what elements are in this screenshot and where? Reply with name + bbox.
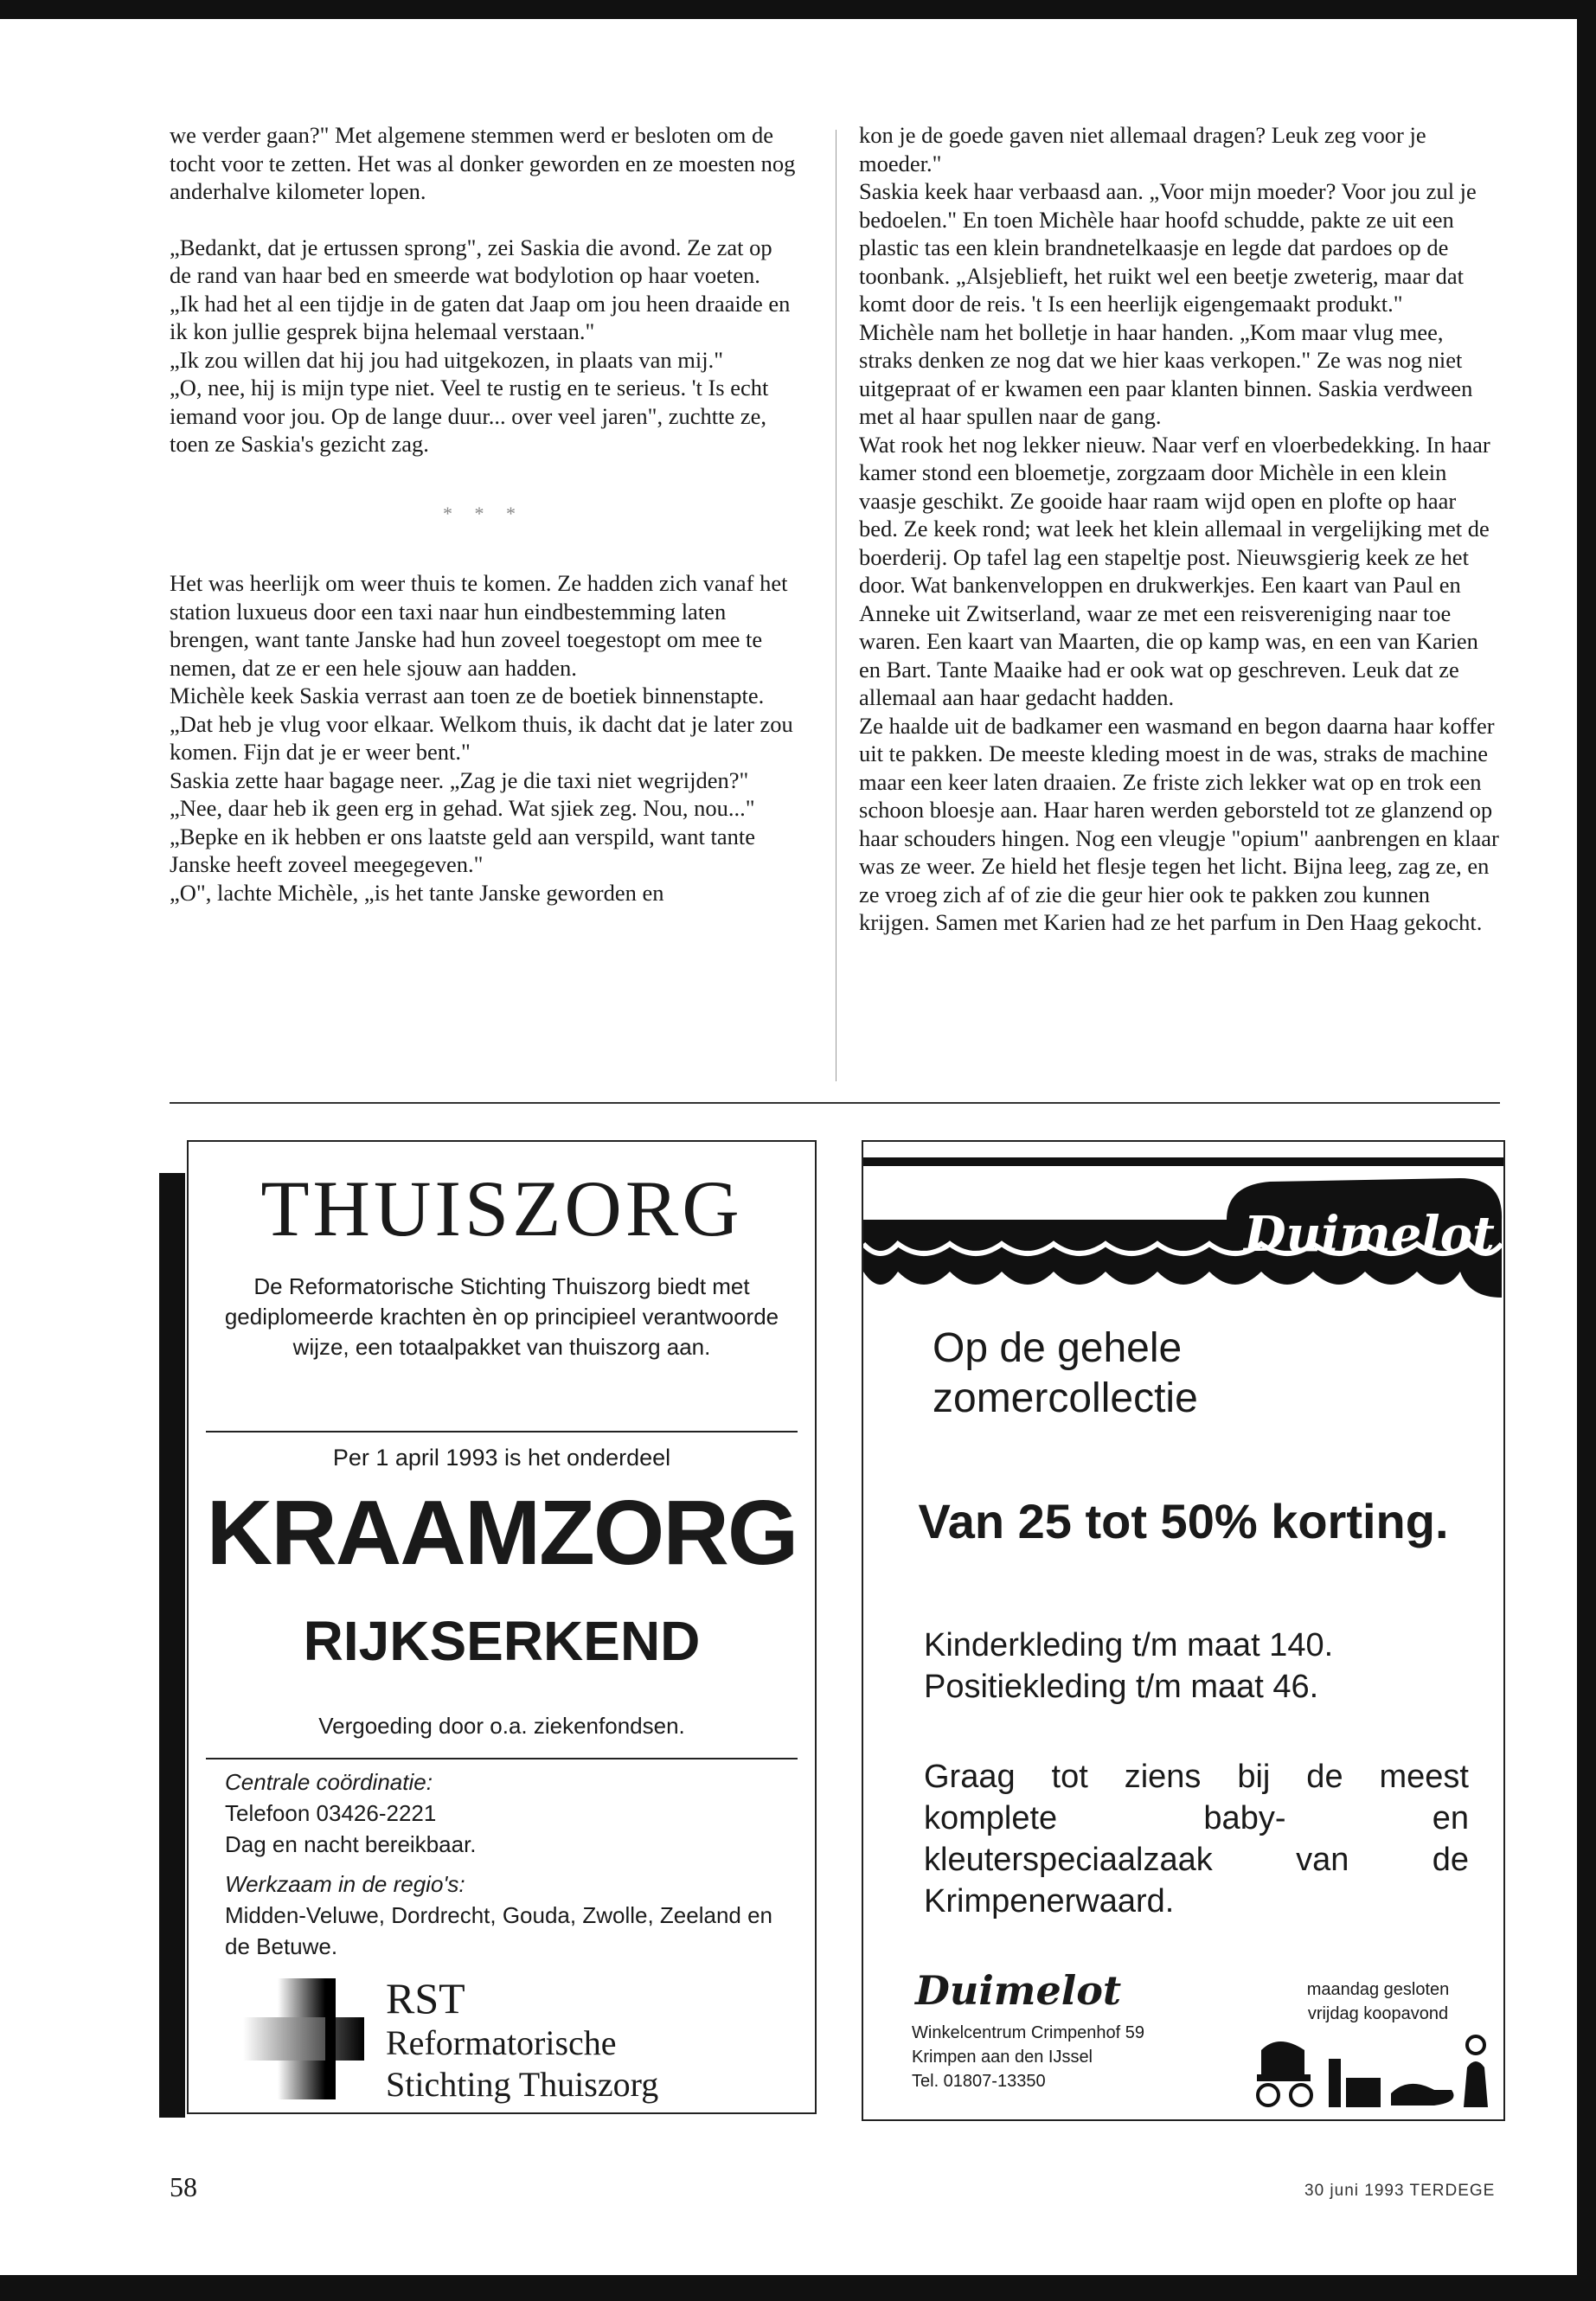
story-paragraph: Wat rook het nog lekker nieuw. Naar verf en vloerbedekking. In haar kamer stond een bloemetje, zorgzaam door Michèle in een klein vaasje geschikt. Ze gooide haar raam wijd open en plofte op haar bed. Ze keek rond; wat leek het klein allemaal in vergelijking met de boerderij. Op tafel lag een stapeltje post. Nieuwsgierig keek ze het door. Wat bankenveloppen en drukwerkjes. Een kaart van Paul en Anneke uit Zwitserland, waar ze met een reisvereniging naar toe waren. Een kaart van Maarten, die op kamp was, en een van Karien en Bart. Tante Maaike had er ook wat op geschreven. Leuk dat ze allemaal aan haar gedacht hadden. — [859, 431, 1490, 710]
offer-line-2: zomercollectie — [933, 1375, 1198, 1421]
duimelot-logo-banner — [863, 1168, 1503, 1298]
story-paragraph: „Bepke en ik hebben er ons laatste geld aan verspild, want tante Janske heeft zoveel meegegeven." — [170, 823, 755, 877]
story-paragraph: Saskia zette haar bagage neer. „Zag je die taxi niet wegrijden?" — [170, 766, 749, 793]
ad-top-band — [863, 1157, 1503, 1166]
story-paragraph: „Ik zou willen dat hij jou had uitgekozen, in plaats van mij." — [170, 346, 724, 373]
story-paragraph: „Nee, daar heb ik geen erg in gehad. Wat sjiek zeg. Nou, nou..." — [170, 795, 755, 821]
ad-title: THUISZORG — [260, 1164, 743, 1253]
story-paragraph: we verder gaan?" Met algemene stemmen werd er besloten om de tocht voor te zetten. Het was al donker geworden en ze moesten nog anderhalve kilometer lopen. — [170, 122, 796, 204]
size-info — [924, 1625, 1460, 1708]
story-paragraph: Ze haalde uit de badkamer een wasmand en begon daarna haar koffer uit te pakken. De meeste kleding moest in de was, straks de machine maar een keer laten draaien. Ze friste zich lekker wat op en trok een schoon bloesje aan. Haar haren werden geborsteld tot ze glanzend op haar schouders hingen. Nog een vleugje "opium" aanbrengen en klaar was ze weer. Ze hield het flesje tegen het licht. Bijna leeg, zag ze, en ze vroeg zich af of zie die geur hier ook te pakken zou kunnen krijgen. Samen met Karien had ze het parfum in Den Haag gekocht. — [859, 712, 1499, 935]
ad-frame — [187, 1140, 817, 2114]
story-paragraph: Saskia keek haar verbaasd aan. „Voor mijn moeder? Voor jou zul je bedoelen." En toen Michèle haar hoofd schudde, pakte ze uit een plastic tas een klein brandnetelkaasje en legde dat pardoes op de toonbank. „Alsjeblieft, het ruikt wel een beetje zweterig, maar dat komt door de reis. 't Is een heerlijk eigengemaakt produkt." — [859, 178, 1477, 317]
story-paragraph: Het was heerlijk om weer thuis te komen. Ze hadden zich vanaf het station luxueus door een taxi naar hun eindbestemming laten brengen, want tante Janske had hun zoveel toegestopt om mee te nemen, dat ze er een hele sjouw aan hadden. — [170, 570, 788, 681]
kids-sizes: Kinderkleding t/m maat 140. — [924, 1627, 1334, 1663]
scan-edge-top — [0, 0, 1596, 19]
story-column-left — [170, 121, 798, 907]
rst-wordmark — [386, 1974, 658, 2106]
thuiszorg-advertisement — [159, 1140, 819, 2118]
story-paragraph: „Bedankt, dat je ertussen sprong", zei Saskia die avond. Ze zat op de rand van haar bed en smeerde wat bodylotion op haar voeten. — [170, 234, 772, 288]
phone-number: Telefoon 03426-2221 — [225, 1800, 437, 1826]
ad-headline: KRAAMZORG — [206, 1482, 798, 1584]
duimelot-advertisement — [862, 1140, 1505, 2121]
scan-edge-bottom — [0, 2275, 1596, 2301]
story-paragraph: „Ik had het al een tijdje in de gaten dat Jaap om jou heen draaide en ik kon jullie gesprek bijna helemaal verstaan." — [170, 290, 791, 344]
horizontal-rule — [170, 1102, 1500, 1104]
ad-drop-shadow — [159, 1173, 185, 2118]
story-paragraph: „O", lachte Michèle, „is het tante Janske geworden en — [170, 879, 664, 906]
page-number: 58 — [170, 2171, 197, 2202]
rst-name-line-1: Reformatorische — [386, 2023, 617, 2062]
opening-hours — [1279, 1977, 1477, 2026]
store-address — [912, 2021, 1240, 2093]
pram-and-toys-icon — [1244, 2033, 1495, 2111]
story-paragraph: Michèle nam het bolletje in haar handen. „Kom maar vlug mee, straks denken ze nog dat we hier kaas verkopen." Ze was nog niet uitgepraat of er kwamen een paar klanten binnen. Saskia verdween met al haar spullen naar de gang. — [859, 318, 1473, 429]
rst-name-line-2: Stichting Thuiszorg — [386, 2065, 659, 2104]
story-paragraph: Michèle keek Saskia verrast aan toen ze de boetiek binnenstapte. „Dat heb je vlug voor elkaar. Welkom thuis, ik dacht dat je later zou komen. Fijn dat je er weer bent." — [170, 683, 793, 765]
scan-edge-right — [1577, 0, 1596, 2301]
hours-line-1: maandag gesloten — [1306, 1980, 1450, 1999]
ad-contact-info — [225, 1766, 796, 1962]
discount-headline: Van 25 tot 50% korting. — [918, 1494, 1449, 1548]
ad-date-line: Per 1 april 1993 is het onderdeel — [332, 1445, 671, 1471]
ad-intro-text: De Reformatorische Stichting Thuiszorg biedt met gediplomeerde krachten èn op principieel verantwoorde wijze, een totaalpakket van thuiszorg aan. — [224, 1273, 779, 1360]
hours-line-2: vrijdag koopavond — [1307, 2004, 1449, 2023]
ad-subheadline: RIJKSERKEND — [303, 1610, 701, 1672]
coordination-label: Centrale coördinatie: — [225, 1769, 433, 1795]
ad-reimbursement-note: Vergoeding door o.a. ziekenfondsen. — [318, 1713, 685, 1739]
regions-list: Midden-Veluwe, Dordrecht, Gouda, Zwolle, Zeeland en de Betuwe. — [225, 1902, 773, 1959]
rst-abbreviation: RST — [386, 1974, 465, 2022]
address-line-2: Krimpen aan den IJssel — [912, 2048, 1093, 2067]
maternity-sizes: Positiekleding t/m maat 46. — [924, 1669, 1319, 1705]
story-paragraph: „O, nee, hij is mijn type niet. Veel te rustig en te serieus. 't Is echt iemand voor jou. Op de lange duur... over veel jaren", zuchtte ze, toen ze Saskia's gezicht zag. — [170, 375, 769, 457]
section-separator: * * * — [443, 502, 524, 524]
invitation-text: Graag tot ziens bij de meest komplete baby- en kleuterspeciaalzaak van de Krimpenerwaard. — [924, 1759, 1469, 1920]
offer-line-1: Op de gehele — [933, 1325, 1183, 1371]
story-paragraph: kon je de goede gaven niet allemaal dragen? Leuk zeg voor je moeder." — [859, 122, 1426, 176]
ad-divider — [206, 1431, 798, 1433]
address-line-1: Winkelcentrum Crimpenhof 59 — [912, 2023, 1144, 2042]
offer-text — [933, 1324, 1452, 1424]
rst-cross-logo-icon — [239, 1974, 369, 2104]
regions-label: Werkzaam in de regio's: — [225, 1871, 465, 1897]
availability-text: Dag en nacht bereikbaar. — [225, 1831, 477, 1857]
ad-divider — [206, 1758, 798, 1759]
duimelot-brand-footer: Duimelot — [915, 1967, 1122, 2014]
duimelot-brand: Duimelot — [1244, 1206, 1495, 1263]
address-phone: Tel. 01807-13350 — [912, 2072, 1046, 2091]
issue-date: 30 juni 1993 TERDEGE — [1304, 2182, 1496, 2200]
story-column-right — [859, 121, 1499, 937]
